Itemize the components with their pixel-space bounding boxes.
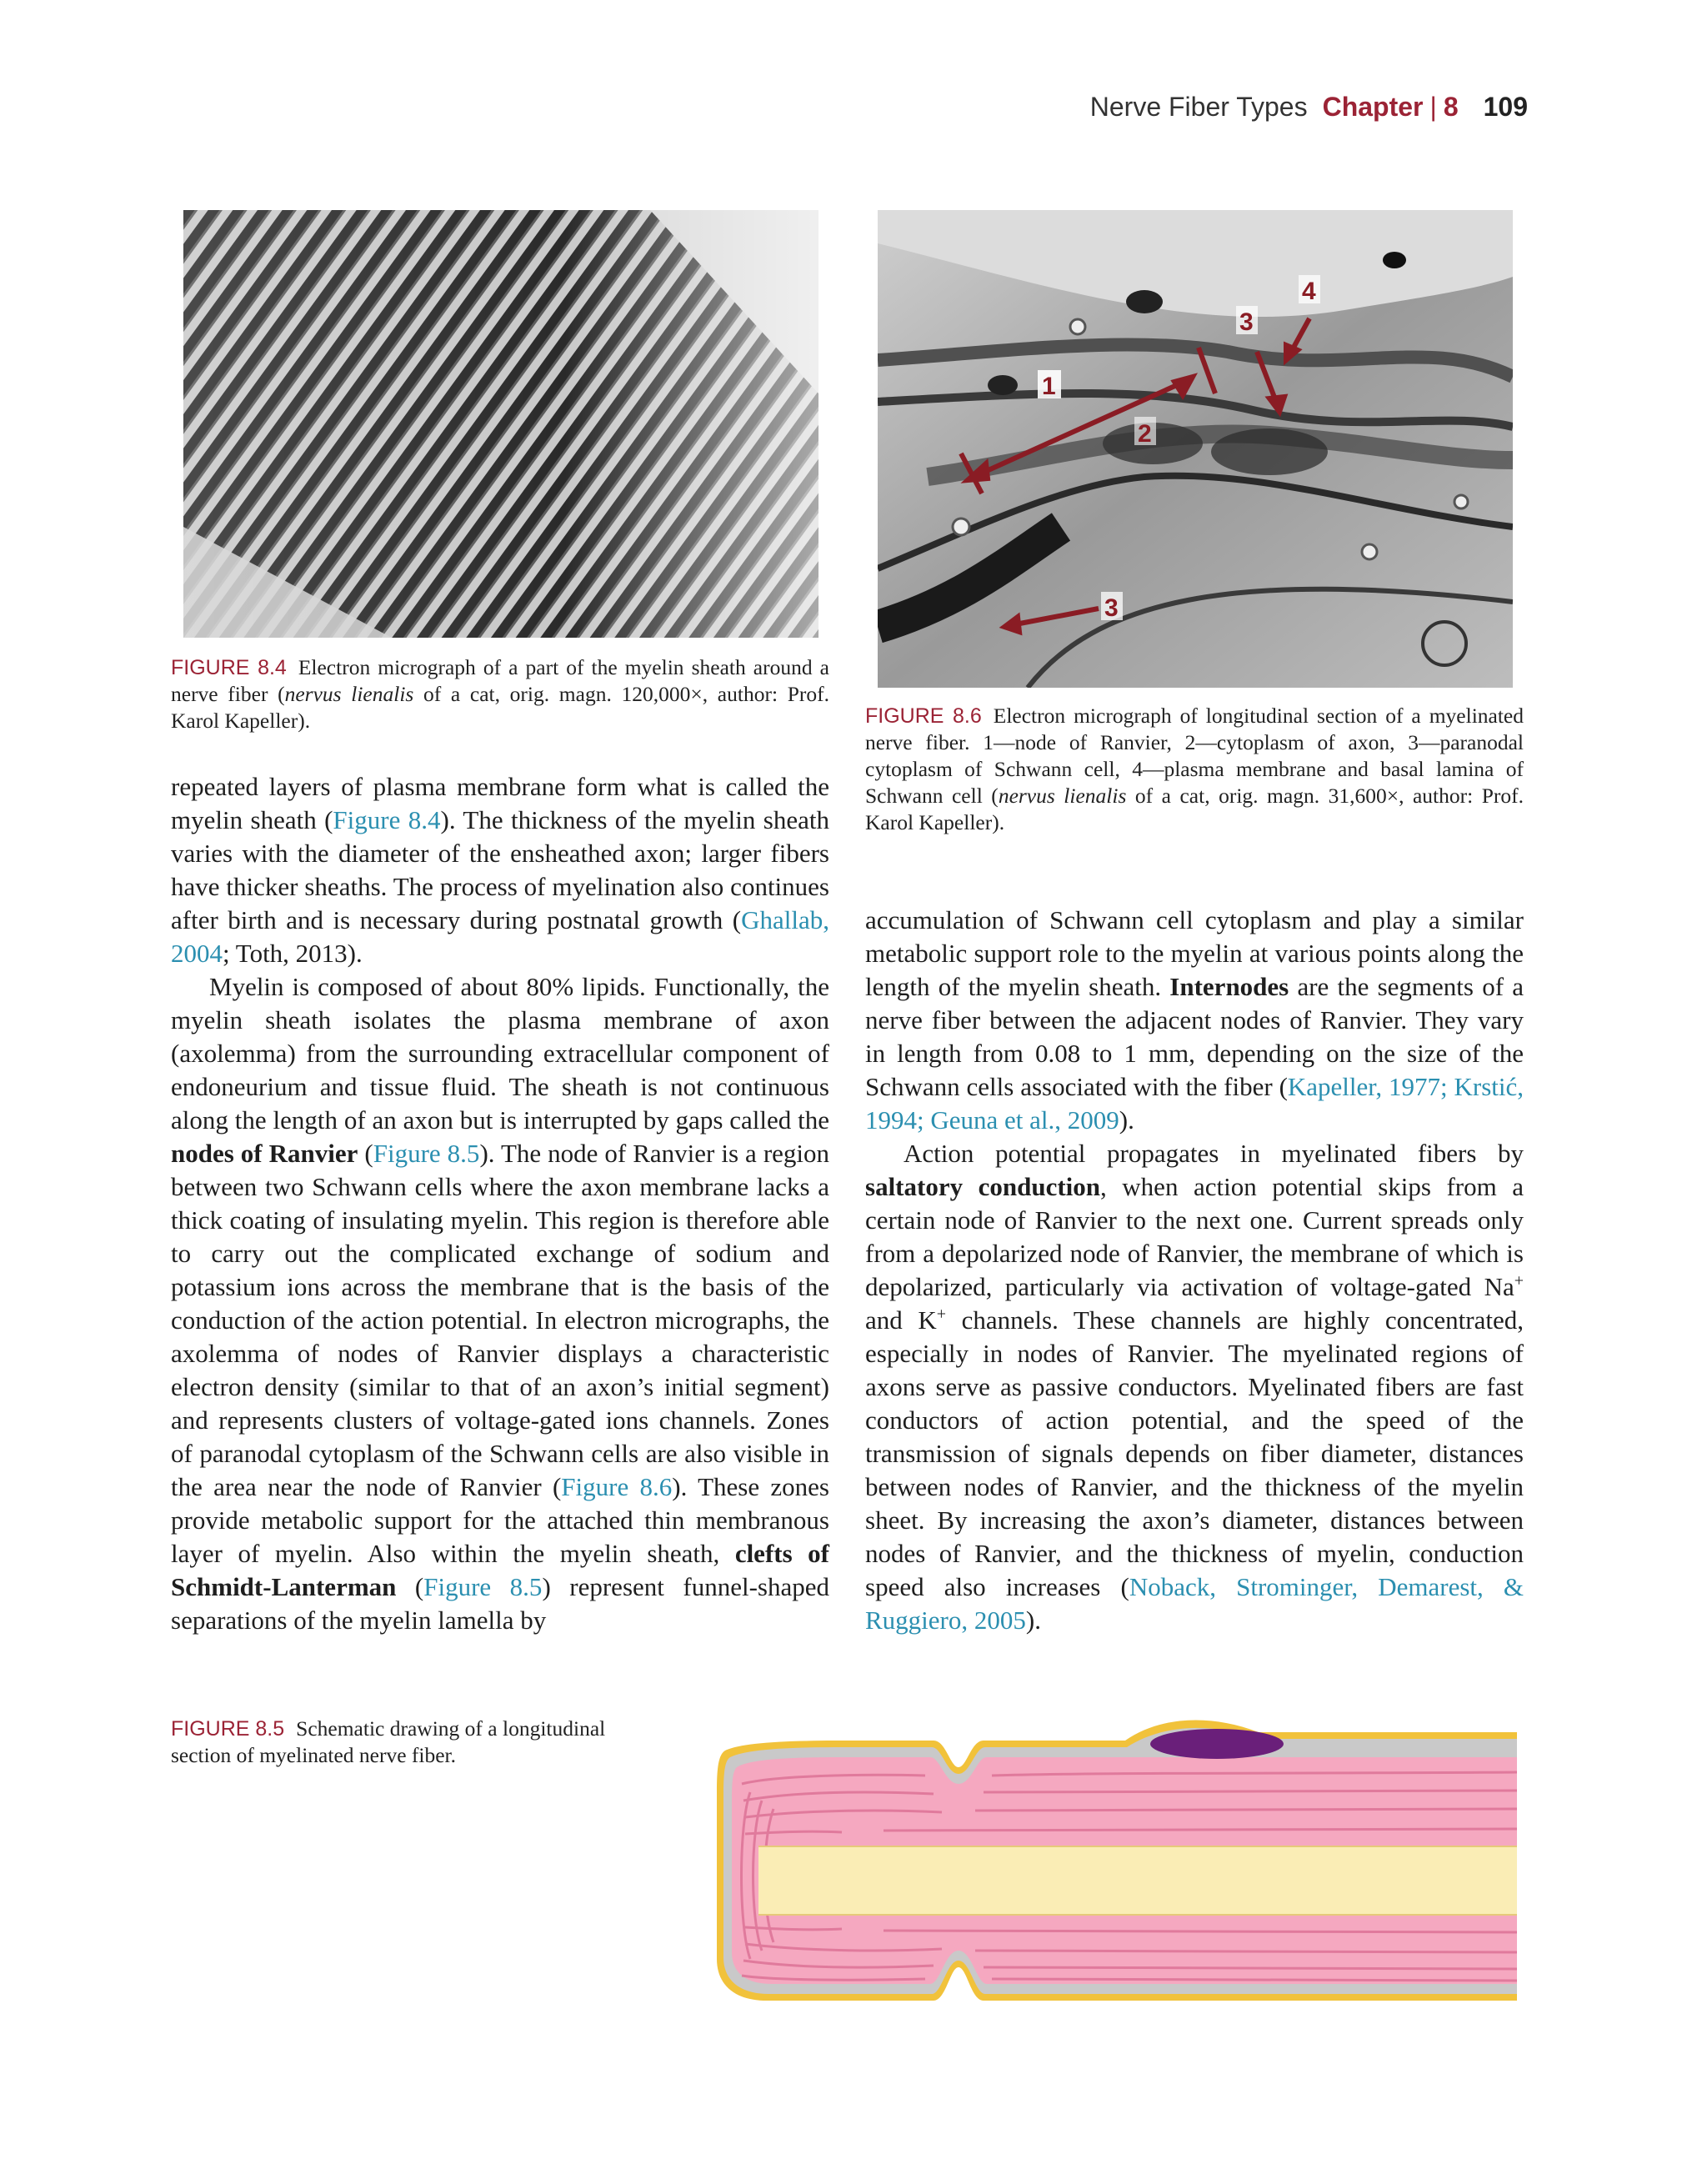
figure-8-4-micrograph	[183, 210, 818, 638]
figure-8-4-caption: FIGURE 8.4 Electron micrograph of a part of the myelin sheath around a nerve fiber (nervus lienalis of a cat, orig. magn. 120,000×, author: Prof. Karol Kapeller).	[171, 655, 829, 733]
figure-8-5-caption: FIGURE 8.5 Schematic drawing of a longitudinal section of myelinated nerve fiber.	[171, 1716, 606, 1767]
left-column-text	[171, 770, 829, 1637]
paragraph: repeated layers of plasma membrane form what is called the myelin sheath (Figure 8.4). The thickness of the myelin sheath varies with the diameter of the ensheathed axon; larger fibers have thicker sheaths. The process of myelination also continues after birth and is necessary during postnatal growth (Ghallab, 2004; Toth, 2013).	[171, 772, 829, 968]
right-column-text	[865, 904, 1524, 1637]
marker-3-upper: 3	[1239, 308, 1254, 336]
figure-8-6-caption: FIGURE 8.6 Electron micrograph of longitudinal section of a myelinated nerve fiber. 1—node of Ranvier, 2—cytoplasm of axon, 3—paranodal cytoplasm of Schwann cell, 4—plasma membrane and basal lamina of Schwann cell (nervus lienalis of a cat, orig. magn. 31,600×, author: Prof. Karol Kapeller).	[865, 704, 1524, 834]
ref-link[interactable]: Figure 8.5	[423, 1572, 543, 1601]
paragraph: accumulation of Schwann cell cytoplasm and play a similar metabolic support role to the myelin at various points along the length of the myelin sheath. Internodes are the segments of a nerve fiber between the adjacent nodes of Ranvier. They vary in length from 0.08 to 1 mm, depending on the size of the Schwann cells associated with the fiber (Kapeller, 1977; Krstić, 1994; Geuna et al., 2009).	[865, 905, 1524, 1135]
running-head-separator: |	[1429, 92, 1437, 122]
nerve-fiber-micrograph-image	[878, 210, 1513, 688]
figure-8-6-micrograph	[878, 210, 1513, 688]
page-number: 109	[1483, 92, 1528, 122]
ref-link[interactable]: Ghallab, 2004	[171, 905, 829, 968]
running-head-section: Nerve Fiber Types	[1089, 92, 1308, 122]
marker-3-lower: 3	[1104, 594, 1119, 622]
running-head-chapter-number: 8	[1443, 92, 1459, 122]
marker-4: 4	[1302, 278, 1316, 305]
figure-8-6-label: FIGURE 8.6	[865, 704, 982, 728]
figure-8-5-label: FIGURE 8.5	[171, 1717, 285, 1741]
paragraph: Myelin is composed of about 80% lipids. Functionally, the myelin sheath isolates the plasma membrane of axon (axolemma) from the surrounding extracellular component of endoneurium and tissue fluid. The sheath is not continuous along the length of an axon but is interrupted by gaps called the nodes of Ranvier (Figure 8.5). The node of Ranvier is a region between two Schwann cells where the axon membrane lacks a thick coating of insulating myelin. This region is therefore able to carry out the complicated exchange of sodium and potassium ions across the membrane that is the basis of the conduction of the action potential. In electron micrographs, the axolemma of nodes of Ranvier displays a characteristic electron density (similar to that of an axon’s initial segment) and represents clusters of voltage-gated ions channels. Zones of paranodal cytoplasm of the Schwann cells are also visible in the area near the node of Ranvier (Figure 8.6). These zones provide metabolic support for the attached thin membranous layer of myelin. Also within the myelin sheath, clefts of Schmidt-Lanterman (Figure 8.5) represent funnel-shaped separations of the myelin lamella by	[171, 972, 830, 1635]
ref-link[interactable]: Figure 8.5	[373, 1139, 480, 1168]
myelinated-fiber-drawing	[692, 1709, 1525, 2017]
paragraph: Action potential propagates in myelinated fibers by saltatory conduction, when action potential skips from a certain node of Ranvier to the next one. Current spreads only from a depolarized node of Ranvier, the membrane of which is depolarized, particularly via activation of voltage-gated Na+ and K+ channels. These channels are highly concentrated, especially in nodes of Ranvier. The myelinated regions of axons serve as passive conductors. Myelinated fibers are fast conductors of action potential, and the speed of the transmission of signals depends on fiber diameter, distances between nodes of Ranvier, and the thickness of the myelin sheet. By increasing the axon’s diameter, distances between nodes of Ranvier, and the thickness of myelin, conduction speed also increases (Noback, Strominger, Demarest, & Ruggiero, 2005).	[865, 1139, 1524, 1635]
ref-link[interactable]: Figure 8.6	[561, 1472, 673, 1501]
running-head	[1090, 92, 1528, 123]
figure-8-5-schematic	[692, 1709, 1525, 2017]
ref-link[interactable]: Kapeller, 1977; Krstić, 1994; Geuna et al., 2009	[865, 1072, 1524, 1135]
myelin-lamellae-image	[183, 210, 818, 638]
ref-link[interactable]: Figure 8.4	[333, 805, 441, 834]
ref-link[interactable]: Noback, Strominger, Demarest, & Ruggiero, 2005	[865, 1572, 1524, 1635]
running-head-chapter: Chapter	[1322, 92, 1424, 122]
marker-1: 1	[1042, 373, 1056, 400]
figure-8-4-label: FIGURE 8.4	[171, 656, 287, 679]
marker-2: 2	[1138, 420, 1152, 448]
